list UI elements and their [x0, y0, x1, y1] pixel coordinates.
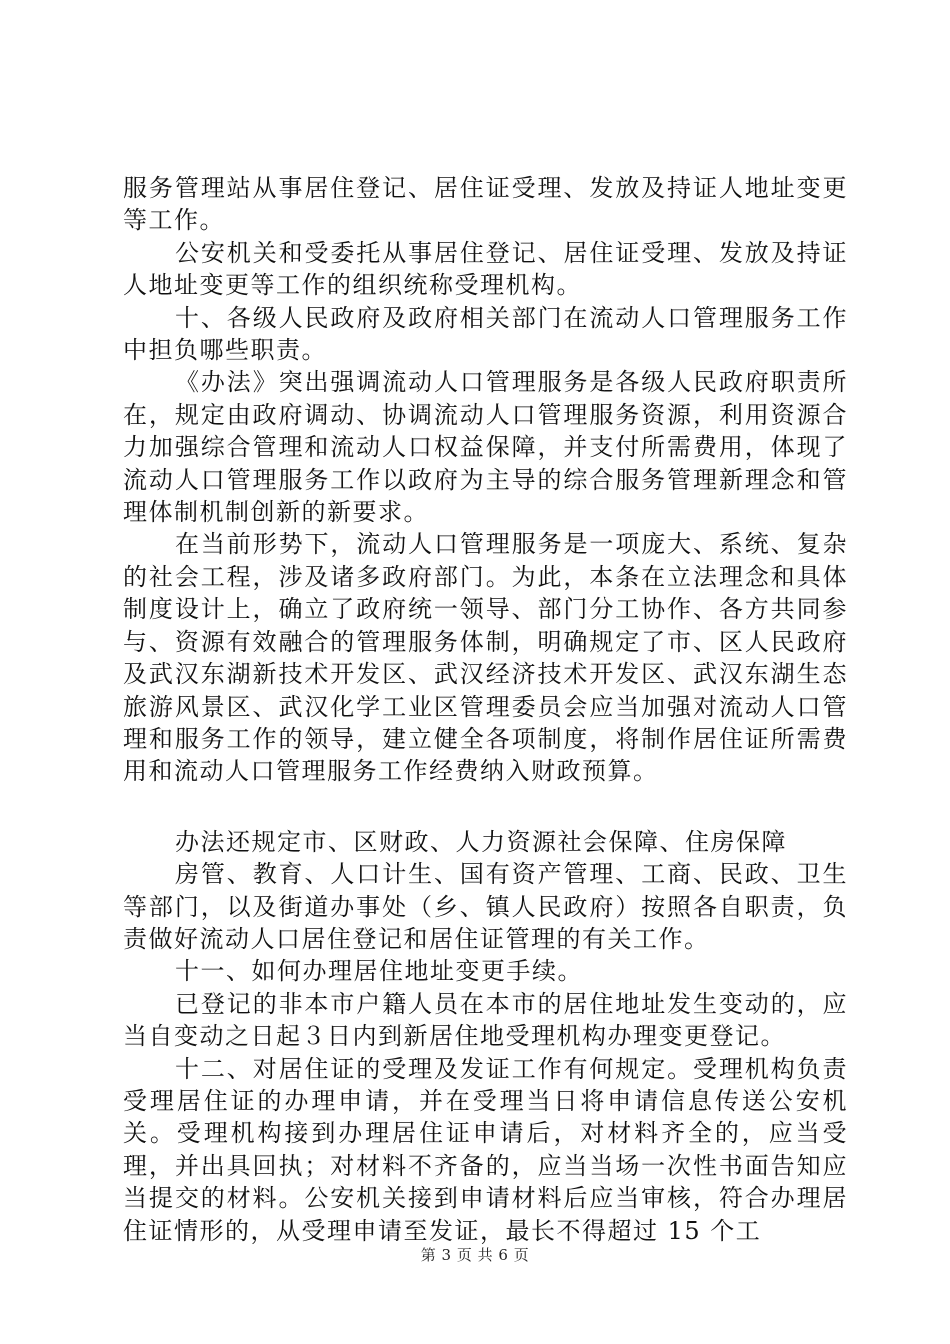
document-body: [123, 172, 848, 1247]
paragraph-6: 办法还规定市、区财政、人力资源社会保障、住房保障: [175, 827, 787, 856]
paragraph-7: 房管、教育、人口计生、国有资产管理、工商、民政、卫生等部门，以及街道办事处（乡、镇人民政府）按照各自职责，负责做好流动人口居住登记和居住证管理的有关工作。: [123, 860, 848, 953]
paragraph-1: 服务管理站从事居住登记、居住证受理、发放及持证人地址变更等工作。: [123, 174, 848, 235]
page-number-label: 第 3 页 共 6 页: [420, 1246, 530, 1264]
paragraph-9: 已登记的非本市户籍人员在本市的居住地址发生变动的，应当自变动之日起３日内到新居住地受理机构办理变更登记。: [123, 989, 848, 1051]
paragraph-4: 《办法》突出强调流动人口管理服务是各级人民政府职责所在，规定由政府调动、协调流动人口管理服务资源，利用资源合力加强综合管理和流动人口权益保障，并支付所需费用，体现了流动人口管理服务工作以政府为主导的综合服务管理新理念和管理体制机制创新的新要求。: [123, 368, 848, 527]
paragraph-2: 公安机关和受委托从事居住登记、居住证受理、发放及持证人地址变更等工作的组织统称受理机构。: [123, 238, 848, 300]
section-heading-11: 十一、如何办理居住地址变更手续。: [175, 957, 583, 986]
page-footer: [0, 1244, 950, 1265]
paragraph-5: 在当前形势下，流动人口管理服务是一项庞大、系统、复杂的社会工程，涉及诸多政府部门。为此，本条在立法理念和具体制度设计上，确立了政府统一领导、部门分工协作、各方共同参与、资源有效融合的管理服务体制，明确规定了市、区人民政府及武汉东湖新技术开发区、武汉经济技术开发区、武汉东湖生态旅游风景区、武汉化学工业区管理委员会应当加强对流动人口管理和服务工作的领导，建立健全各项制度，将制作居住证所需费用和流动人口管理服务工作经费纳入财政预算。: [123, 530, 848, 786]
section-heading-10: 十、各级人民政府及政府相关部门在流动人口管理服务工作中担负哪些职责。: [123, 303, 848, 365]
paragraph-gap: [123, 788, 848, 826]
section-heading-12: 十二、对居住证的受理及发证工作有何规定。受理机构负责受理居住证的办理申请，并在受理当日将申请信息传送公安机关。受理机构接到办理居住证申请后，对材料齐全的，应当受理，并出具回执；对材料不齐备的，应当当场一次性书面告知应当提交的材料。公安机关接到申请材料后应当审核，符合办理居住证情形的，从受理申请至发证，最长不得超过 15 个工: [123, 1054, 848, 1245]
